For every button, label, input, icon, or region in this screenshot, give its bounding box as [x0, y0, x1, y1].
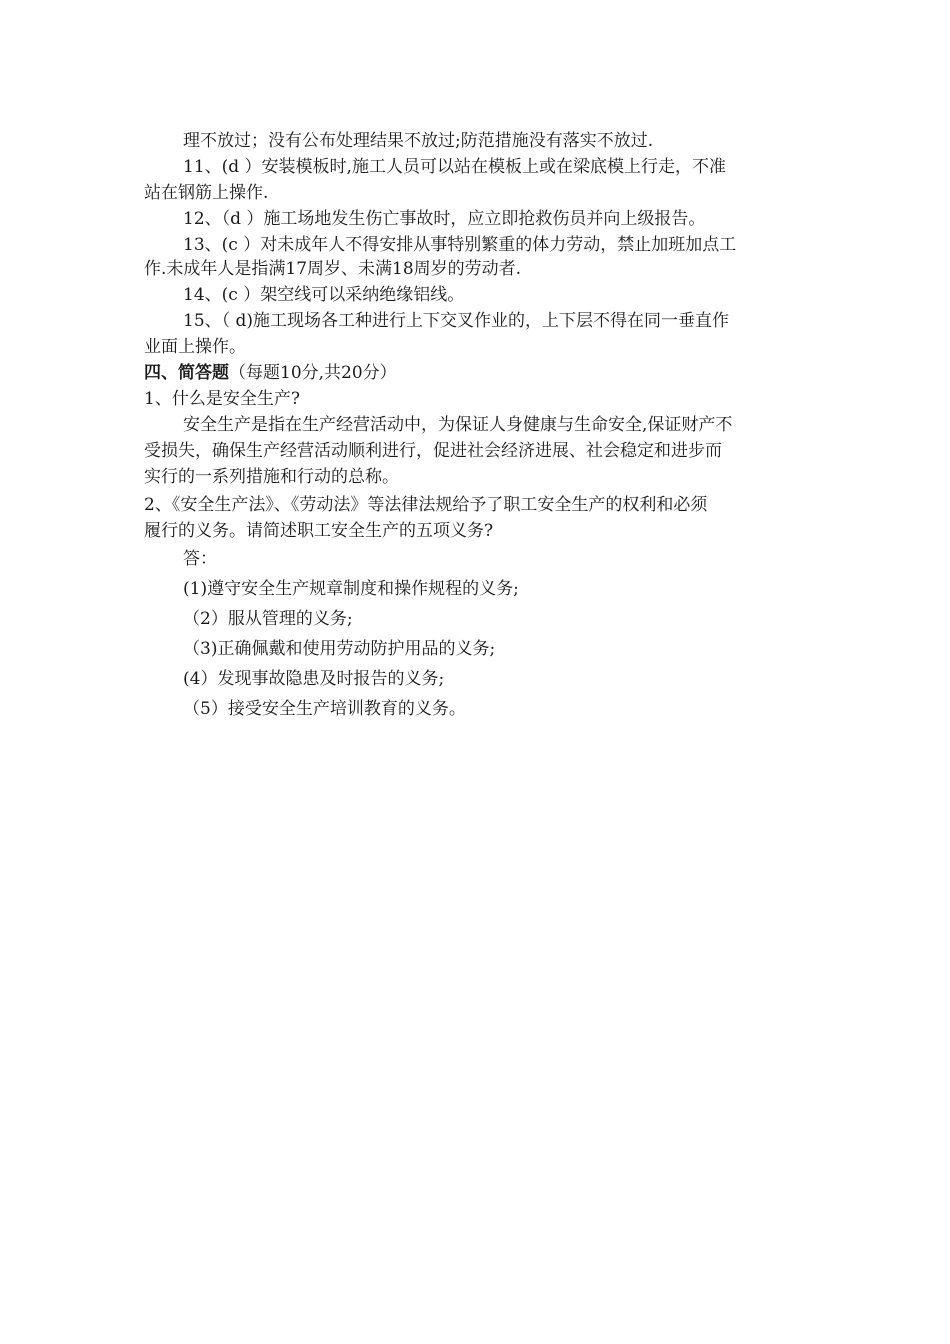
section-heading	[144, 360, 397, 386]
answer-2-label: 答：	[183, 549, 217, 569]
duty-item: (4）发现事故隐患及时报告的义务;	[183, 669, 445, 689]
answer-1-line-2: 受损失，确保生产经营活动顺利进行，促进社会经济进展、社会稳定和进步而	[144, 441, 722, 461]
question-2-line-2: 履行的义务。请简述职工安全生产的五项义务?	[144, 521, 494, 541]
item-13-line-2: 作.未成年人是指满17周岁、未满18周岁的劳动者.	[144, 259, 522, 279]
item-11-line-1: 11、(d ）安装模板时,施工人员可以站在模板上或在梁底模上行走，不准	[183, 157, 726, 177]
item-14-line-1: 14、(c ）架空线可以采纳绝缘铝线。	[183, 285, 465, 305]
duty-item: （5）接受安全生产培训教育的义务。	[183, 699, 466, 719]
item-15-line-2: 业面上操作。	[144, 337, 246, 357]
duty-item: (1)遵守安全生产规章制度和操作规程的义务;	[183, 579, 519, 599]
duty-item: （3)正确佩戴和使用劳动防护用品的义务;	[183, 639, 496, 659]
section-heading-note: （每题10分,共20分）	[229, 363, 397, 383]
question-2-line-1: 2、《安全生产法》、《劳动法》等法律法规给予了职工安全生产的权利和必须	[144, 495, 708, 515]
answer-1-line-1: 安全生产是指在生产经营活动中，为保证人身健康与生命安全,保证财产不	[183, 415, 733, 435]
duty-item: （2）服从管理的义务;	[183, 609, 353, 629]
section-heading-title: 四、简答题	[144, 363, 229, 383]
answer-1-line-3: 实行的一系列措施和行动的总称。	[144, 467, 399, 487]
continuation-text: 理不放过；没有公布处理结果不放过;防范措施没有落实不放过.	[183, 131, 654, 151]
item-11-line-2: 站在钢筋上操作.	[144, 183, 269, 203]
item-15-line-1: 15、（ d)施工现场各工种进行上下交叉作业的，上下层不得在同一垂直作	[183, 311, 730, 331]
item-12-line-1: 12、（d ）施工场地发生伤亡事故时，应立即抢救伤员并向上级报告。	[183, 209, 706, 229]
item-13-line-1: 13、(c ）对未成年人不得安排从事特别繁重的体力劳动，禁止加班加点工	[183, 235, 737, 255]
question-1: 1、什么是安全生产?	[144, 389, 300, 409]
